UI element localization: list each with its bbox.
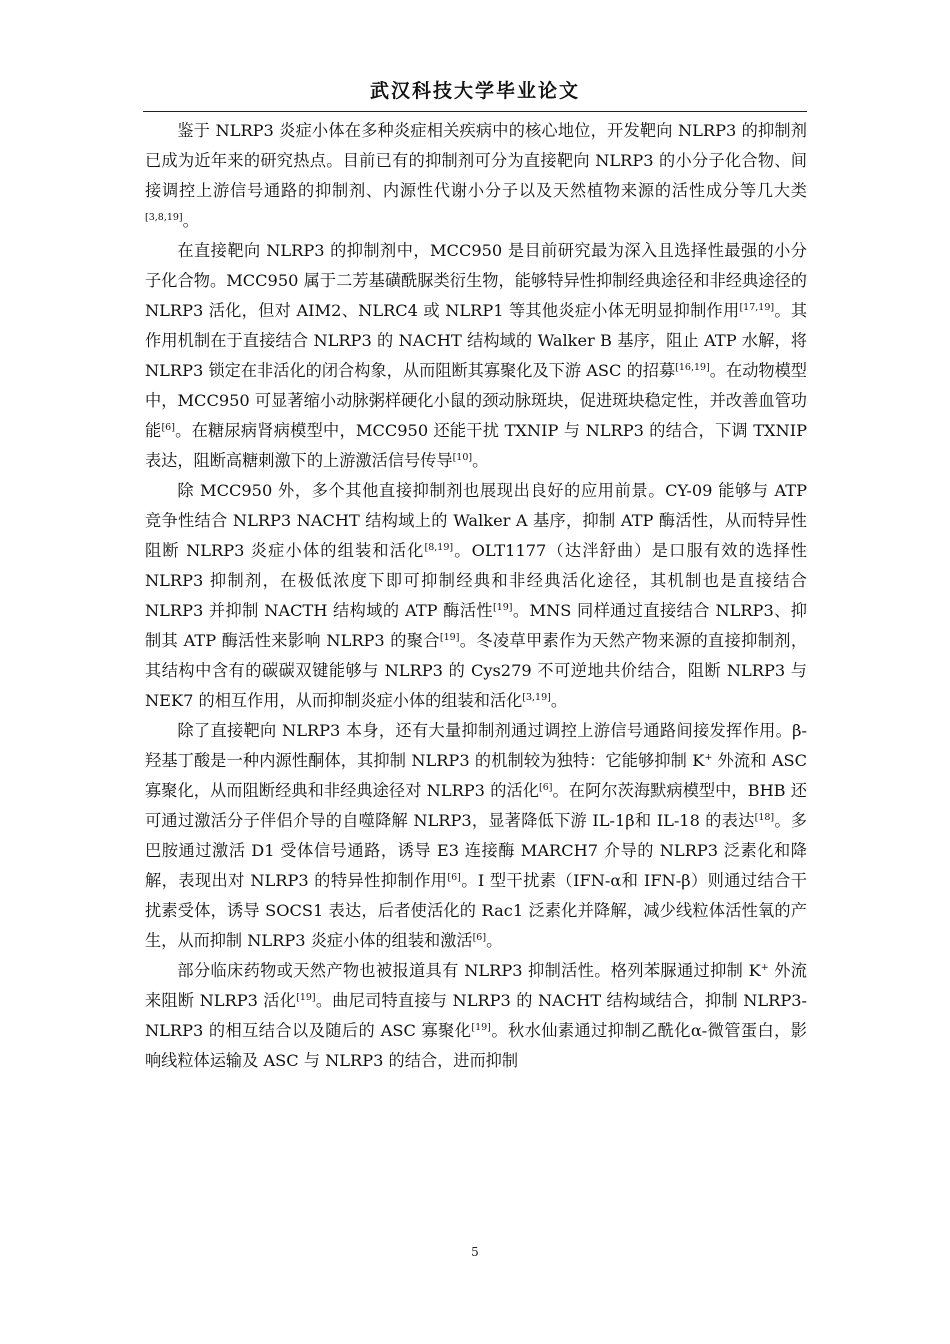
citation-superscript: [8,19] bbox=[424, 542, 454, 553]
citation-superscript: [6] bbox=[447, 872, 461, 883]
paragraph-text: 。 bbox=[486, 931, 503, 950]
paragraph-text: 。 bbox=[182, 211, 199, 230]
paragraph-text: 外流来阻断 NLRP3 活化 bbox=[145, 961, 807, 1010]
paragraph-text: 部分临床药物或天然产物也被报道具有 NLRP3 抑制活性。格列苯脲通过抑制 K bbox=[177, 961, 761, 980]
paragraph-intro bbox=[145, 116, 807, 236]
citation-superscript: [19] bbox=[492, 602, 513, 613]
paragraph-text: 。多巴胺通过激活 D1 受体信号通路，诱导 E3 连接酶 MARCH7 介导的 NLRP3 泛素化和降解，表现出对 NLRP3 的特异性抑制作用 bbox=[145, 811, 807, 890]
paragraph-text: 除 MCC950 外，多个其他直接抑制剂也展现出良好的应用前景。CY-09 能够与 ATP 竞争性结合 NLRP3 NACHT 结构域上的 Walker A 基序，抑制 ATP 酶活性，从而特异性阻断 NLRP3 炎症小体的组装和活化 bbox=[145, 481, 807, 560]
paragraph-text: 。曲尼司特直接与 NLRP3 的 NACHT 结构域结合，抑制 NLRP3-NLRP3 的相互结合以及随后的 ASC 寡聚化 bbox=[145, 991, 807, 1040]
paragraph-text: 。在动物模型中，MCC950 可显著缩小动脉粥样硬化小鼠的颈动脉斑块，促进斑块稳定性，并改善血管功能 bbox=[145, 361, 807, 440]
citation-superscript: [19] bbox=[439, 632, 460, 643]
page-header-title: 武汉科技大学毕业论文 bbox=[369, 80, 580, 102]
paragraph-text: 。I 型干扰素（IFN-α和 IFN-β）则通过结合干扰素受体，诱导 SOCS1 表达，后者使活化的 Rac1 泛素化并降解，减少线粒体活性氧的产生，从而抑制 NLRP3 炎症小体的组装和激活 bbox=[145, 871, 807, 950]
citation-superscript: [16,19] bbox=[675, 362, 710, 373]
paragraph-text: 。MNS 同样通过直接结合 NLRP3、抑制其 ATP 酶活性来影响 NLRP3 的聚合 bbox=[145, 601, 807, 650]
citation-superscript: [3,8,19] bbox=[145, 212, 183, 223]
paragraph-direct-inhibitors bbox=[145, 476, 807, 716]
paragraph-text: 除了直接靶向 NLRP3 本身，还有大量抑制剂通过调控上游信号通路间接发挥作用。β-羟基丁酸是一种内源性酮体，其抑制 NLRP3 的机制较为独特：它能够抑制 K bbox=[145, 721, 807, 770]
paragraph-text: 在直接靶向 NLRP3 的抑制剂中，MCC950 是目前研究最为深入且选择性最强的小分子化合物。MCC950 属于二芳基磺酰脲类衍生物，能够特异性抑制经典途径和非经典途径的 NLRP3 活化，但对 AIM2、NLRC4 或 NLRP1 等其他炎症小体无明显抑制作用 bbox=[145, 241, 807, 320]
citation-superscript: [6] bbox=[161, 422, 175, 433]
paragraph-indirect-inhibitors bbox=[145, 716, 807, 956]
paragraph-text: 。在阿尔茨海默病模型中，BHB 还可通过激活分子伴侣介导的自噬降解 NLRP3，显著降低下游 IL-1β和 IL-18 的表达 bbox=[145, 781, 807, 830]
citation-superscript: [18] bbox=[754, 812, 775, 823]
citation-superscript: [19] bbox=[471, 1022, 491, 1033]
paragraph-clinical-drugs bbox=[145, 956, 807, 1076]
citation-superscript: + bbox=[704, 752, 713, 763]
paragraph-text: 。OLT1177（达泮舒曲）是口服有效的选择性 NLRP3 抑制剂，在极低浓度下即可抑制经典和非经典活化途径，其机制也是直接结合 NLRP3 并抑制 NACTH 结构域的 ATP 酶活性 bbox=[145, 541, 807, 620]
paragraph-text: 。 bbox=[550, 691, 568, 710]
paragraph-text: 。 bbox=[472, 451, 489, 470]
paragraph-mcc950 bbox=[145, 236, 807, 476]
citation-superscript: [10] bbox=[452, 452, 473, 463]
paragraph-text: 外流和 ASC 寡聚化，从而阻断经典和非经典途径对 NLRP3 的活化 bbox=[145, 751, 807, 800]
header-rule bbox=[143, 111, 807, 112]
paragraph-text: 。其作用机制在于直接结合 NLRP3 的 NACHT 结构域的 Walker B 基序，阻止 ATP 水解，将 NLRP3 锁定在非活化的闭合构象，从而阻断其寡聚化及下游 ASC 的招募 bbox=[145, 301, 808, 380]
paragraph-text: 鉴于 NLRP3 炎症小体在多种炎症相关疾病中的核心地位，开发靶向 NLRP3 的抑制剂已成为近年来的研究热点。目前已有的抑制剂可分为直接靶向 NLRP3 的小分子化合物、间接调控上游信号通路的抑制剂、内源性代谢小分子以及天然植物来源的活性成分等几大类 bbox=[145, 121, 807, 200]
citation-superscript: [6] bbox=[472, 932, 487, 943]
paragraph-text: 。秋水仙素通过抑制乙酰化α-微管蛋白，影响线粒体运输及 ASC 与 NLRP3 的结合，进而抑制 bbox=[145, 1021, 807, 1070]
paragraph-text: 。冬凌草甲素作为天然产物来源的直接抑制剂，其结构中含有的碳碳双键能够与 NLRP3 的 Cys279 不可逆地共价结合，阻断 NLRP3 与 NEK7 的相互作用，从而抑制炎症小体的组装和活化 bbox=[145, 631, 808, 710]
citation-superscript: [17,19] bbox=[739, 302, 775, 313]
page-number: 5 bbox=[471, 1245, 479, 1259]
citation-superscript: [19] bbox=[296, 992, 316, 1003]
body-text bbox=[145, 116, 807, 1076]
citation-superscript: + bbox=[760, 962, 769, 973]
citation-superscript: [6] bbox=[538, 782, 553, 793]
paragraph-text: 。在糖尿病肾病模型中，MCC950 还能干扰 TXNIP 与 NLRP3 的结合，下调 TXNIP 表达，阻断高糖刺激下的上游激活信号传导 bbox=[145, 421, 808, 470]
citation-superscript: [3,19] bbox=[522, 692, 551, 703]
